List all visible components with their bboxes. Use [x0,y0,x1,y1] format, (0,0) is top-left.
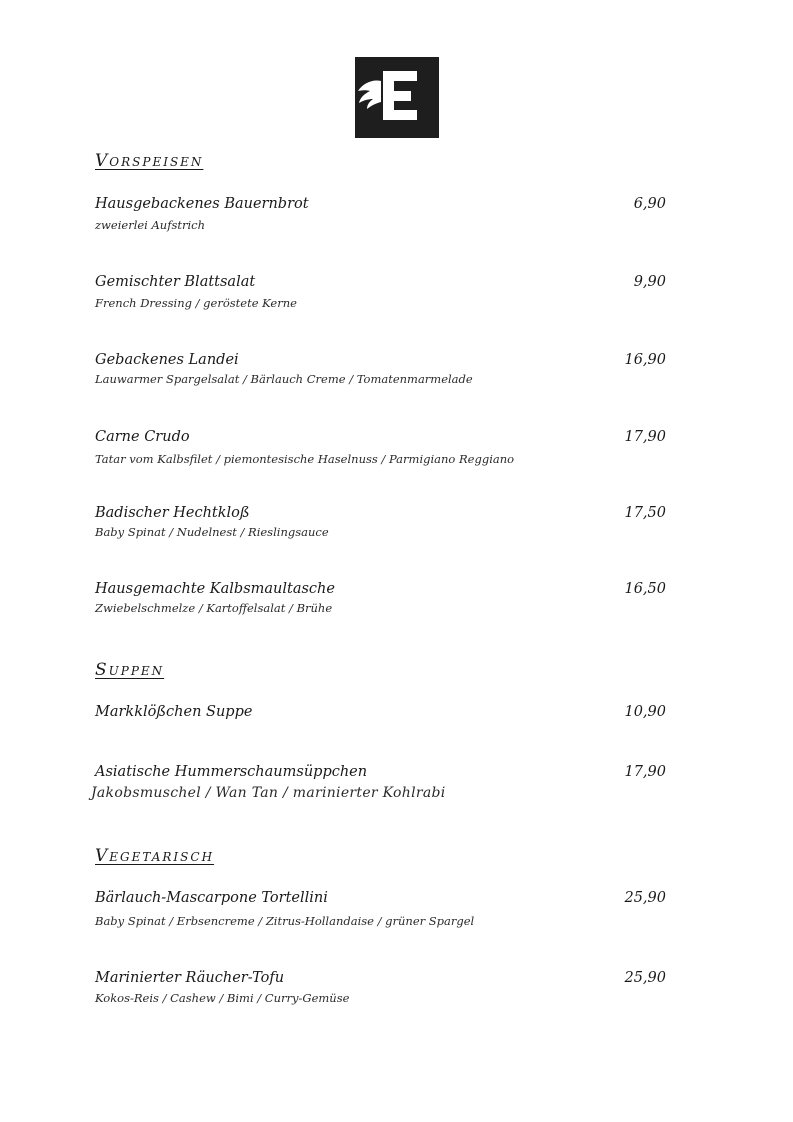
menu-item-price: 25,90 [624,890,666,906]
menu-item-price: 6,90 [633,196,666,212]
menu-item-name: Hausgebackenes Bauernbrot [95,196,309,212]
menu-item-name: Gemischter Blattsalat [95,274,256,290]
menu-item-name: Marinierter Räucher-Tofu [95,970,285,986]
menu-item-name: Badischer Hechtkloß [95,505,250,521]
menu-item-name: Markklößchen Suppe [95,704,253,720]
menu-item-name: Asiatische Hummerschaumsüppchen [95,764,368,780]
menu-item-name: Carne Crudo [95,429,190,445]
menu-item-price: 17,90 [624,429,666,445]
menu-item-price: 16,90 [624,352,666,368]
menu-item-description: Zwiebelschmelze / Kartoffelsalat / Brühe [95,601,333,615]
menu-item-description: Baby Spinat / Erbsencreme / Zitrus-Hollandaise / grüner Spargel [95,914,475,928]
menu-item-description: Tatar vom Kalbsfilet / piemontesische Haselnuss / Parmigiano Reggiano [95,452,515,466]
menu-item-name: Gebackenes Landei [95,352,239,368]
winged-e-logo-icon [355,57,439,138]
menu-item-description: zweierlei Aufstrich [95,218,206,232]
menu-item-description: French Dressing / geröstete Kerne [95,296,297,310]
section-heading-suppen: Suppen [95,660,165,680]
section-heading-vorspeisen: Vorspeisen [95,151,204,171]
menu-item-description: Kokos-Reis / Cashew / Bimi / Curry-Gemüse [95,991,350,1005]
menu-item-description: Baby Spinat / Nudelnest / Rieslingsauce [95,525,329,539]
menu-item-name: Hausgemachte Kalbsmaultasche [95,581,335,597]
menu-item-price: 16,50 [624,581,666,597]
menu-item-description: Jakobsmuschel / Wan Tan / marinierter Kohlrabi [91,785,446,801]
restaurant-logo [355,57,439,138]
menu-item-description: Lauwarmer Spargelsalat / Bärlauch Creme / Tomatenmarmelade [95,372,473,386]
menu-item-name: Bärlauch-Mascarpone Tortellini [95,890,328,906]
menu-item-price: 17,50 [624,505,666,521]
menu-item-price: 25,90 [624,970,666,986]
section-heading-vegetarisch: Vegetarisch [95,846,215,866]
menu-item-price: 9,90 [633,274,666,290]
menu-item-price: 10,90 [624,704,666,720]
menu-item-price: 17,90 [624,764,666,780]
